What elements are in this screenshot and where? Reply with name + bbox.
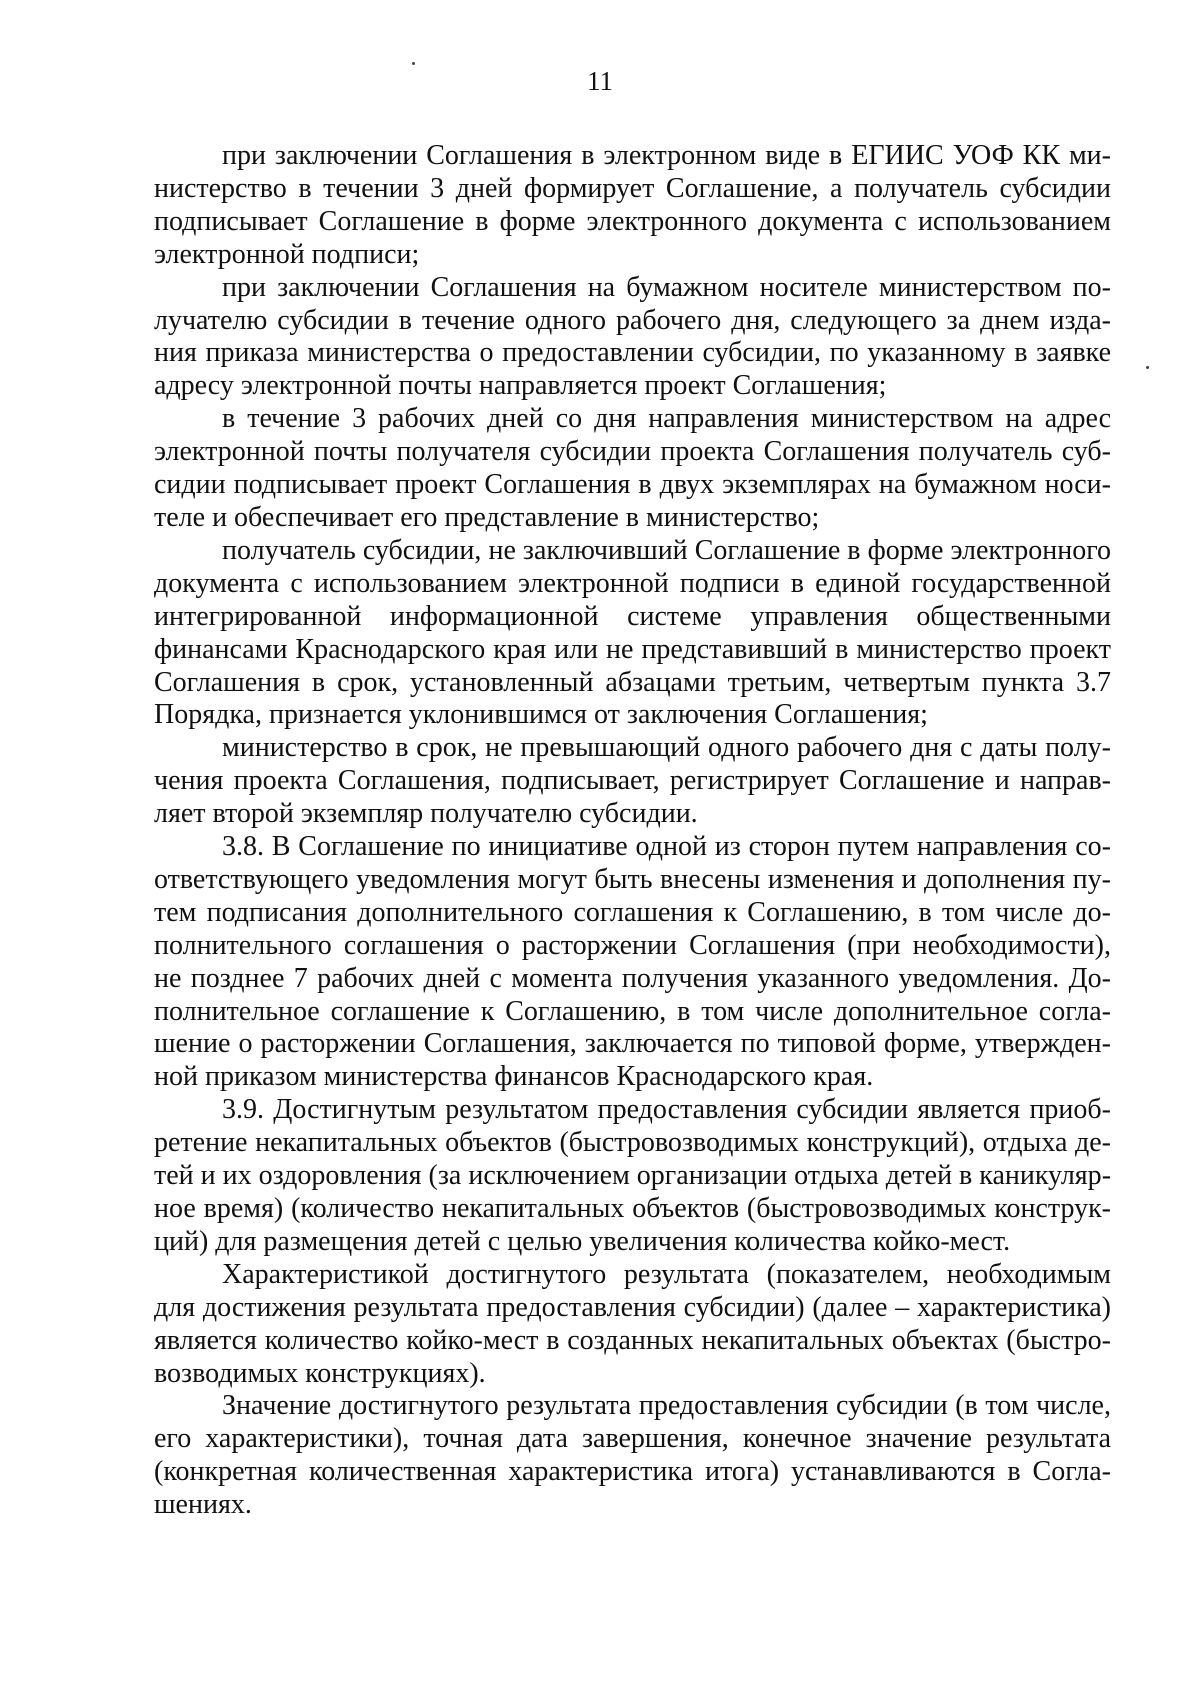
scan-artifact-right (1146, 366, 1149, 369)
paragraph-result-value: Значение достигнутого результата предоставления субсидии (в том числе, его характеристики), точная дата завершения, конечное значение результата (конкретная количественная характеристика итога) устанавливаются в Соглашениях. (154, 1390, 1111, 1521)
paragraph-paper-agreement: при заключении Соглашения на бумажном носителе министерством получателю субсидии в течение одного рабочего дня, следующего за днем издания приказа министерства о предоставлении субсидии, по указанному в заявке адресу электронной почты направляется проект Соглашения; (154, 271, 1111, 402)
paragraph-result-characteristic: Характеристикой достигнутого результата (показателем, необходимым для достижения результата предоставления субсидии) (далее – характеристика) является количество койко-мест в созданных некапитальных объектах (быстровозводимых конструкциях). (154, 1258, 1111, 1389)
paragraph-ministry-registration: министерство в срок, не превышающий одного рабочего дня с даты получения проекта Соглашения, подписывает, регистрирует Соглашение и направляет второй экземпляр получателю субсидии. (154, 732, 1111, 830)
scan-artifact-top (412, 62, 415, 65)
paragraph-section-3-9: 3.9. Достигнутым результатом предоставления субсидии является приобретение некапитальных объектов (быстровозводимых конструкций), отдыха детей и их оздоровления (за исключением организации отдыха детей в каникулярное время) (количество некапитальных объектов (быстровозводимых конструкций) для размещения детей с целью увеличения количества койко-мест. (154, 1094, 1112, 1257)
paragraph-section-3-8: 3.8. В Соглашение по инициативе одной из сторон путем направления соответствующего уведомления могут быть внесены изменения и дополнения путем подписания дополнительного соглашения к Соглашению, в том числе дополнительного соглашения о расторжении Соглашения (при необходимости), не позднее 7 рабочих дней с момента получения указанного уведомления. Дополнительное соглашение к Соглашению, в том числе дополнительное соглашение о расторжении Соглашения, заключается по типовой форме, утвержденной приказом министерства финансов Краснодарского края. (154, 831, 1111, 1093)
paragraph-signing-deadline: в течение 3 рабочих дней со дня направления министерством на адрес электронной почты получателя субсидии проекта Соглашения получатель субсидии подписывает проект Соглашения в двух экземплярах на бумажном носителе и обеспечивает его представление в министерство; (154, 403, 1111, 533)
paragraph-electronic-agreement: при заключении Соглашения в электронном виде в ЕГИИС УОФ КК министерство в течении 3 дней формирует Соглашение, а получатель субсидии подписывает Соглашение в форме электронного документа с использованием электронной подписи; (154, 140, 1111, 270)
page-number: 11 (587, 66, 613, 96)
paragraph-evasion-recipient: получатель субсидии, не заключивший Соглашение в форме электронного документа с использованием электронной подписи в единой государственной интегрированной информационной системе управления общественными финансами Краснодарского края или не представивший в министерство проект Соглашения в срок, установленный абзацами третьим, четвертым пункта 3.7 Порядка, признается уклонившимся от заключения Соглашения; (154, 534, 1111, 731)
document-body (154, 140, 1111, 1522)
